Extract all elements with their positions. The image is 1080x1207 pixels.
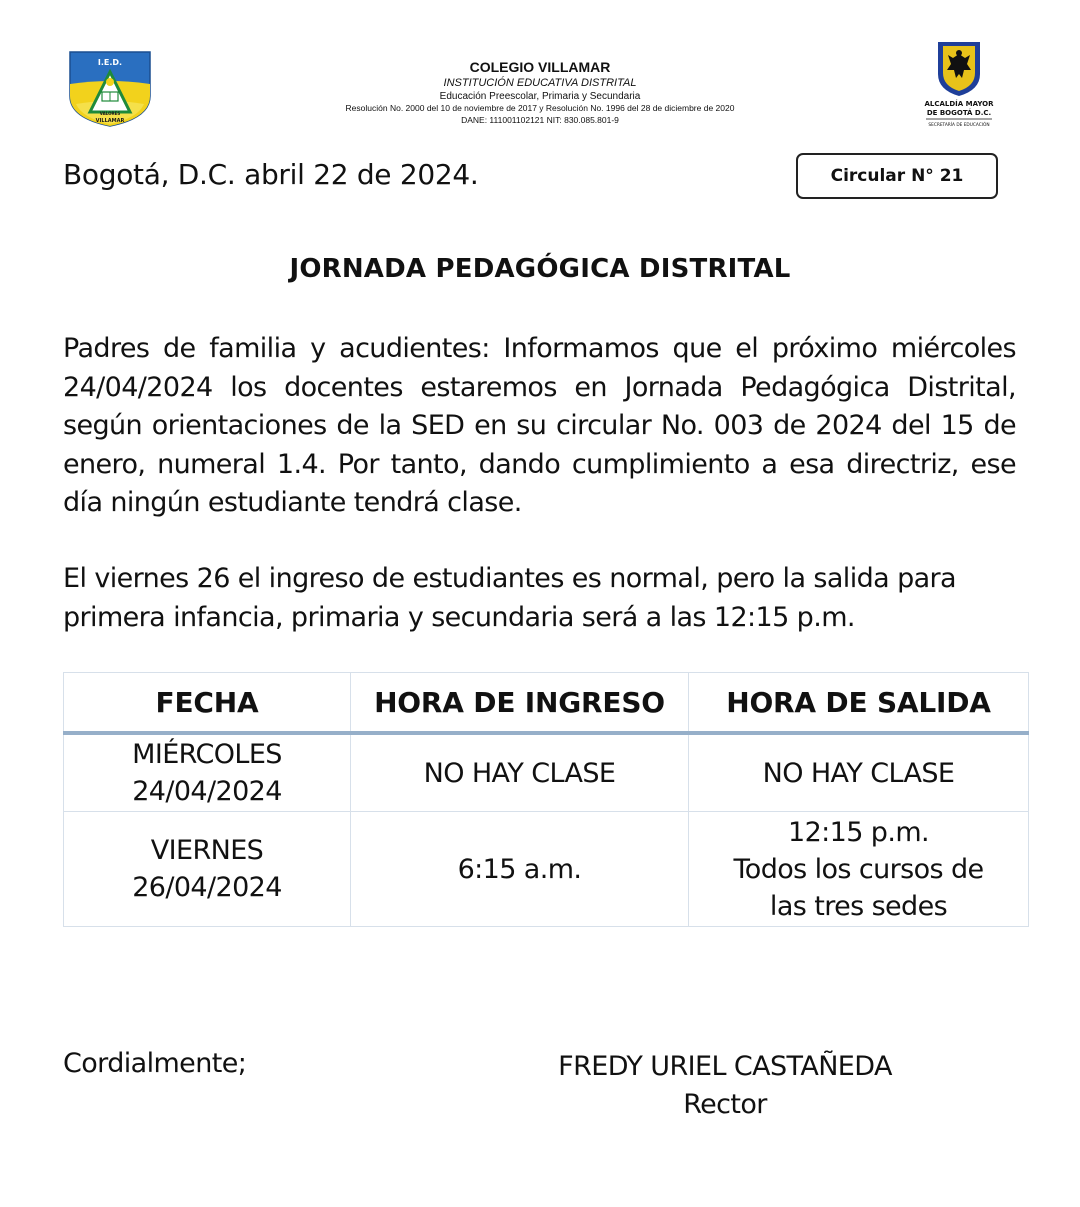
resolution-text: Resolución No. 2000 del 10 de noviembre de 2017 y Resolución No. 1996 del 28 de diciembre de 2020 — [345, 103, 735, 114]
cell-hora-salida — [689, 733, 1029, 812]
exit-note-line: las tres sedes — [769, 890, 948, 922]
entry-time: NO HAY CLASE — [423, 757, 616, 789]
letterhead — [300, 58, 780, 126]
column-header-hora-ingreso: HORA DE INGRESO — [351, 673, 689, 734]
day-name: VIERNES — [150, 835, 264, 866]
svg-text:DE BOGOTÁ D.C.: DE BOGOTÁ D.C. — [926, 109, 992, 117]
circular-number-badge — [796, 153, 998, 199]
cell-fecha — [64, 812, 351, 927]
exit-time: 12:15 p.m. — [788, 816, 929, 848]
day-name: MIÉRCOLES — [132, 739, 282, 770]
cell-hora-salida — [689, 812, 1029, 927]
institution-type: INSTITUCIÓN EDUCATIVA DISTRITAL — [443, 77, 637, 90]
closing-salutation: Cordialmente; — [63, 1048, 247, 1079]
column-header-fecha: FECHA — [64, 673, 351, 734]
exit-time: NO HAY CLASE — [762, 757, 955, 789]
table-header-row — [64, 673, 1029, 734]
body-paragraph-notice: Padres de familia y acudientes: Informamos que el próximo miércoles 24/04/2024 los docentes estaremos en Jornada Pedagógica Distrital, según orientaciones de la SED en su circular No. 003 de 2024 del 15 de enero, numeral 1.4. Por tanto, dando cumplimiento a esa directriz, ese día ningún estudiante tendrá clase. — [63, 333, 1016, 518]
document-date: Bogotá, D.C. abril 22 de 2024. — [63, 158, 479, 191]
signatory-role: Rector — [683, 1089, 767, 1120]
svg-text:I.E.D.: I.E.D. — [97, 58, 123, 67]
table-row — [64, 812, 1029, 927]
dane-nit: DANE: 111001102121 NIT: 830.085.801-9 — [461, 114, 619, 125]
education-levels: Educación Preescolar, Primaria y Secundaria — [439, 91, 641, 103]
signatory-name: FREDY URIEL CASTAÑEDA — [558, 1051, 892, 1082]
cell-hora-ingreso — [351, 812, 689, 927]
entry-time: 6:15 a.m. — [457, 853, 582, 885]
date-value: 24/04/2024 — [132, 776, 282, 807]
cell-fecha — [64, 733, 351, 812]
school-shield-logo — [68, 48, 152, 128]
school-name: COLEGIO VILLAMAR — [469, 59, 611, 75]
exit-note-line: Todos los cursos de — [733, 853, 984, 885]
schedule-table — [63, 672, 1029, 927]
svg-text:ALCALDÍA MAYOR: ALCALDÍA MAYOR — [924, 100, 994, 108]
document-title: JORNADA PEDAGÓGICA DISTRITAL — [289, 254, 791, 284]
svg-text:VALORES: VALORES — [99, 111, 121, 116]
svg-text:VILLAMAR: VILLAMAR — [95, 118, 125, 124]
cell-hora-ingreso — [351, 733, 689, 812]
svg-text:SECRETARÍA DE EDUCACIÓN: SECRETARÍA DE EDUCACIÓN — [928, 123, 990, 128]
column-header-hora-salida: HORA DE SALIDA — [689, 673, 1029, 734]
signature-block — [520, 1048, 930, 1124]
table-row — [64, 733, 1029, 812]
alcaldia-bogota-logo — [918, 40, 1000, 130]
circular-number-label: Circular N° 21 — [830, 166, 964, 186]
date-value: 26/04/2024 — [132, 872, 282, 903]
body-paragraph-friday: El viernes 26 el ingreso de estudiantes es normal, pero la salida para primera infancia, primaria y secundaria será a las 12:15 p.m. — [63, 563, 956, 633]
